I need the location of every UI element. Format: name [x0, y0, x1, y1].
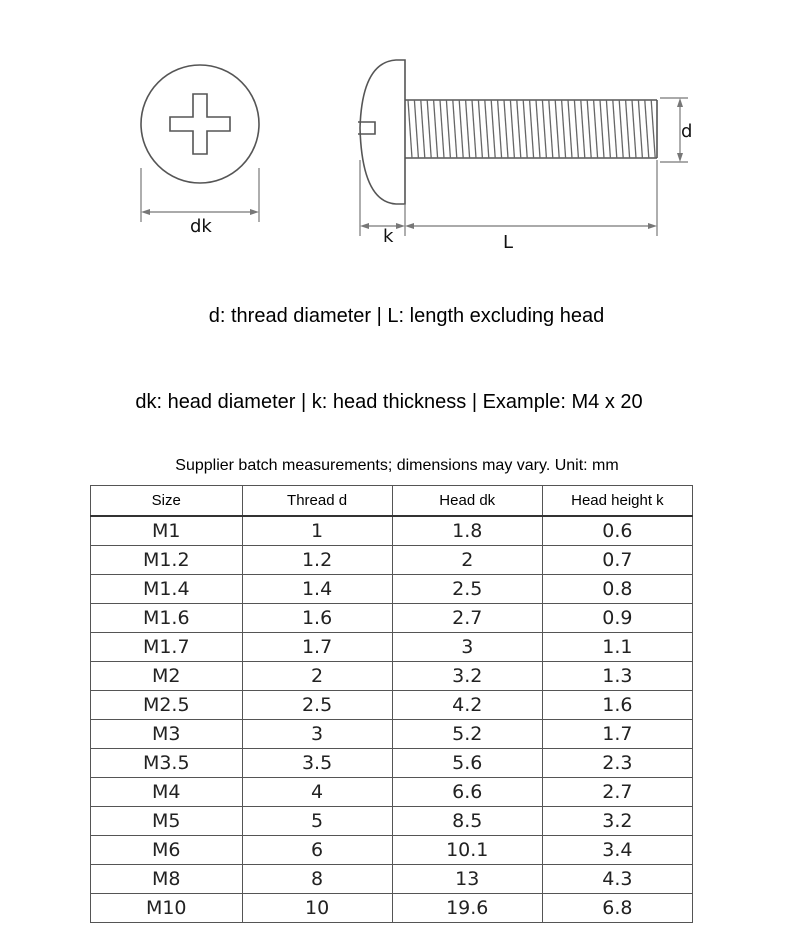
thread-line: [536, 100, 540, 158]
table-row: [91, 633, 693, 662]
cell-head-dk: 2: [392, 546, 542, 575]
cell-thread-d: 5: [242, 807, 392, 836]
table-row: [91, 749, 693, 778]
thread-line: [562, 100, 566, 158]
header-head-dk: Head dk: [392, 486, 542, 517]
thread-line: [606, 100, 610, 158]
L-label: L: [503, 232, 514, 253]
screw-side-view: [358, 60, 657, 204]
cell-head-dk: 13: [392, 865, 542, 894]
thread-line: [408, 100, 412, 158]
cell-thread-d: 1.6: [242, 604, 392, 633]
cell-head-dk: 4.2: [392, 691, 542, 720]
header-head-height-k: Head height k: [542, 486, 692, 517]
cell-size: M1.6: [91, 604, 243, 633]
cell-head-height-k: 0.8: [542, 575, 692, 604]
table-row: [91, 604, 693, 633]
cell-size: M6: [91, 836, 243, 865]
cell-thread-d: 8: [242, 865, 392, 894]
cell-head-height-k: 2.3: [542, 749, 692, 778]
cell-size: M5: [91, 807, 243, 836]
thread-line: [472, 100, 476, 158]
thread-line: [581, 100, 585, 158]
cell-head-height-k: 4.3: [542, 865, 692, 894]
cell-head-dk: 2.7: [392, 604, 542, 633]
screw-diagram: [0, 0, 790, 270]
thread-line: [510, 100, 514, 158]
cell-head-dk: 3.2: [392, 662, 542, 691]
thread-line: [446, 100, 450, 158]
thread-line: [594, 100, 598, 158]
thread-line: [638, 100, 642, 158]
table-row: [91, 807, 693, 836]
table-row: [91, 575, 693, 604]
cell-head-dk: 1.8: [392, 516, 542, 546]
cell-thread-d: 6: [242, 836, 392, 865]
cell-head-height-k: 0.6: [542, 516, 692, 546]
table-row: [91, 546, 693, 575]
cell-head-height-k: 3.2: [542, 807, 692, 836]
thread-line: [530, 100, 534, 158]
thread-line: [600, 100, 604, 158]
thread-line: [421, 100, 425, 158]
thread-line: [574, 100, 578, 158]
phillips-cross: [170, 94, 230, 154]
thread-line: [414, 100, 418, 158]
cell-size: M3: [91, 720, 243, 749]
thread-line: [466, 100, 470, 158]
thread-line: [619, 100, 623, 158]
head-top-view: [141, 65, 259, 183]
thread-line: [568, 100, 572, 158]
table-row: [91, 865, 693, 894]
cell-head-height-k: 6.8: [542, 894, 692, 923]
table-body: [91, 516, 693, 923]
table-row: [91, 836, 693, 865]
thread-line: [632, 100, 636, 158]
cell-head-dk: 8.5: [392, 807, 542, 836]
caption-head-dimensions: dk: head diameter | k: head thickness | Example: M4 x 20: [135, 391, 643, 413]
size-table: [90, 485, 693, 923]
thread-line: [459, 100, 463, 158]
table-row: [91, 691, 693, 720]
cell-head-dk: 6.6: [392, 778, 542, 807]
table-row: [91, 516, 693, 546]
table-note: Supplier batch measurements; dimensions may vary. Unit: mm: [175, 457, 619, 474]
cell-head-dk: 19.6: [392, 894, 542, 923]
thread-line: [523, 100, 527, 158]
cell-head-height-k: 1.1: [542, 633, 692, 662]
table-row: [91, 894, 693, 923]
cell-thread-d: 1.7: [242, 633, 392, 662]
k-label: k: [383, 226, 394, 247]
thread-line: [440, 100, 444, 158]
thread-line: [555, 100, 559, 158]
table-row: [91, 662, 693, 691]
header-size: Size: [91, 486, 243, 517]
cell-head-dk: 10.1: [392, 836, 542, 865]
thread-line: [498, 100, 502, 158]
cell-thread-d: 2: [242, 662, 392, 691]
thread-line: [517, 100, 521, 158]
table-header-row: [91, 486, 693, 517]
header-thread-d: Thread d: [242, 486, 392, 517]
thread-line: [645, 100, 649, 158]
cell-head-height-k: 0.9: [542, 604, 692, 633]
cell-head-dk: 5.6: [392, 749, 542, 778]
caption-thread-length: d: thread diameter | L: length excluding head: [208, 305, 605, 327]
thread-line: [478, 100, 482, 158]
cell-thread-d: 10: [242, 894, 392, 923]
cell-size: M2: [91, 662, 243, 691]
cell-size: M2.5: [91, 691, 243, 720]
cell-head-dk: 5.2: [392, 720, 542, 749]
cell-size: M1: [91, 516, 243, 546]
cell-thread-d: 3.5: [242, 749, 392, 778]
cell-size: M4: [91, 778, 243, 807]
cell-size: M1.2: [91, 546, 243, 575]
thread-line: [651, 100, 655, 158]
dk-label: dk: [190, 216, 212, 237]
thread-line: [485, 100, 489, 158]
thread-line: [491, 100, 495, 158]
table-row: [91, 720, 693, 749]
thread-line: [613, 100, 617, 158]
thread-lines: [408, 100, 655, 158]
cell-head-dk: 2.5: [392, 575, 542, 604]
cell-head-height-k: 0.7: [542, 546, 692, 575]
cell-thread-d: 1.4: [242, 575, 392, 604]
thread-line: [549, 100, 553, 158]
dk-dimension: [141, 168, 259, 222]
table-row: [91, 778, 693, 807]
cell-size: M8: [91, 865, 243, 894]
thread-line: [626, 100, 630, 158]
cell-head-dk: 3: [392, 633, 542, 662]
cell-size: M1.7: [91, 633, 243, 662]
cell-size: M1.4: [91, 575, 243, 604]
screw-head: [360, 60, 405, 204]
thread-line: [542, 100, 546, 158]
cell-head-height-k: 1.6: [542, 691, 692, 720]
cell-head-height-k: 1.3: [542, 662, 692, 691]
cell-head-height-k: 1.7: [542, 720, 692, 749]
cell-thread-d: 1: [242, 516, 392, 546]
thread-line: [427, 100, 431, 158]
thread-line: [504, 100, 508, 158]
cell-thread-d: 3: [242, 720, 392, 749]
thread-line: [434, 100, 438, 158]
thread-line: [587, 100, 591, 158]
cell-thread-d: 1.2: [242, 546, 392, 575]
d-label: d: [681, 121, 693, 142]
cell-size: M3.5: [91, 749, 243, 778]
cell-thread-d: 4: [242, 778, 392, 807]
thread-line: [453, 100, 457, 158]
cell-size: M10: [91, 894, 243, 923]
cell-head-height-k: 3.4: [542, 836, 692, 865]
cell-thread-d: 2.5: [242, 691, 392, 720]
cell-head-height-k: 2.7: [542, 778, 692, 807]
